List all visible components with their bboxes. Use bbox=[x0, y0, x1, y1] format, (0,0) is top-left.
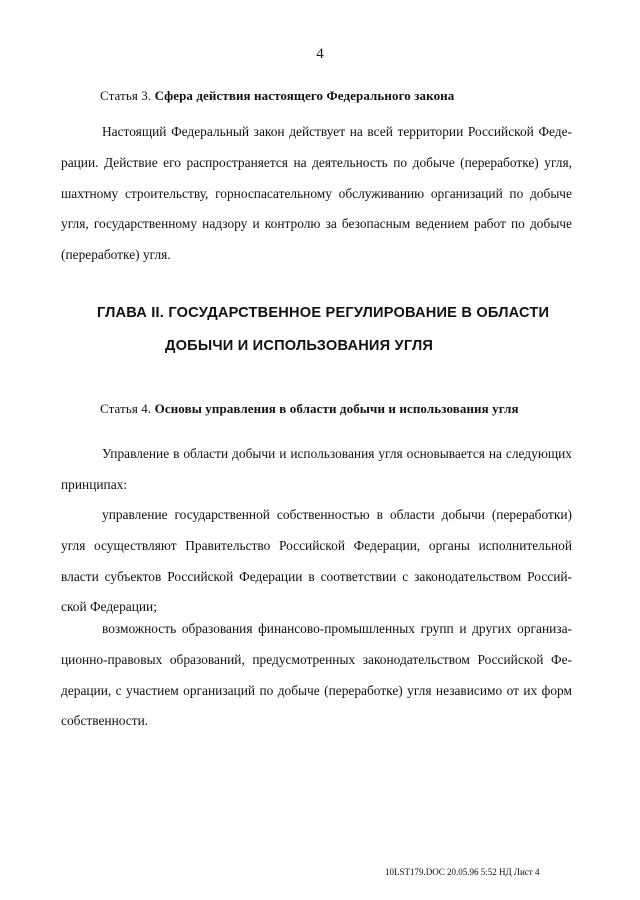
paragraph-line: собственности. bbox=[61, 713, 149, 729]
article-4-item-2 bbox=[61, 614, 572, 737]
article-3-prefix: Статья 3. bbox=[100, 88, 152, 103]
paragraph-line: возможность образования финансово-промышленных групп и других организа- bbox=[102, 621, 572, 636]
article-3-title: Сфера действия настоящего Федерального закона bbox=[154, 88, 455, 103]
paragraph-line: ской Федерации; bbox=[61, 599, 157, 615]
paragraph-line: дерации, с участием организаций по добыче (переработке) угля независимо от их форм bbox=[61, 682, 572, 698]
article-4-heading bbox=[100, 401, 519, 417]
paragraph-line: (переработке) угля. bbox=[61, 247, 171, 263]
paragraph-line: власти субъектов Российской Федерации в соответствии с законодательством Россий- bbox=[61, 568, 572, 584]
paragraph-line: управление государственной собственностью в области добычи (переработки) bbox=[102, 507, 572, 522]
article-3-heading bbox=[100, 88, 454, 104]
chapter-title-line-1: ГЛАВА II. ГОСУДАРСТВЕННОЕ РЕГУЛИРОВАНИЕ В ОБЛАСТИ bbox=[97, 305, 550, 321]
paragraph-line: ционно-правовых образований, предусмотренных законодательством Российской Фе- bbox=[61, 651, 572, 667]
document-footer: 10LST179.DOC 20.05.96 5:52 НД Лист 4 bbox=[385, 867, 540, 877]
paragraph-line: шахтному строительству, горноспасательному обслуживанию организаций по добыче bbox=[61, 185, 572, 201]
paragraph-line: угля осуществляют Правительство Российской Федерации, органы исполнительной bbox=[61, 537, 572, 553]
article-3-paragraph bbox=[61, 117, 572, 271]
paragraph-line: угля, государственному надзору и контролю за безопасным ведением работ по добыче bbox=[61, 216, 572, 232]
paragraph-line: Настоящий Федеральный закон действует на всей территории Российской Феде- bbox=[102, 124, 572, 139]
paragraph-line: Управление в области добычи и использования угля основывается на следующих bbox=[102, 446, 572, 461]
article-4-prefix: Статья 4. bbox=[100, 401, 152, 416]
paragraph-line: рации. Действие его распространяется на деятельность по добыче (переработке) угля, bbox=[61, 154, 572, 170]
article-4-title: Основы управления в области добычи и использования угля bbox=[154, 401, 519, 416]
page-number: 4 bbox=[316, 46, 324, 62]
paragraph-line: принципах: bbox=[61, 476, 128, 492]
article-4-item-1 bbox=[61, 500, 572, 623]
chapter-title-line-2: ДОБЫЧИ И ИСПОЛЬЗОВАНИЯ УГЛЯ bbox=[165, 338, 434, 354]
article-4-intro bbox=[61, 439, 572, 501]
